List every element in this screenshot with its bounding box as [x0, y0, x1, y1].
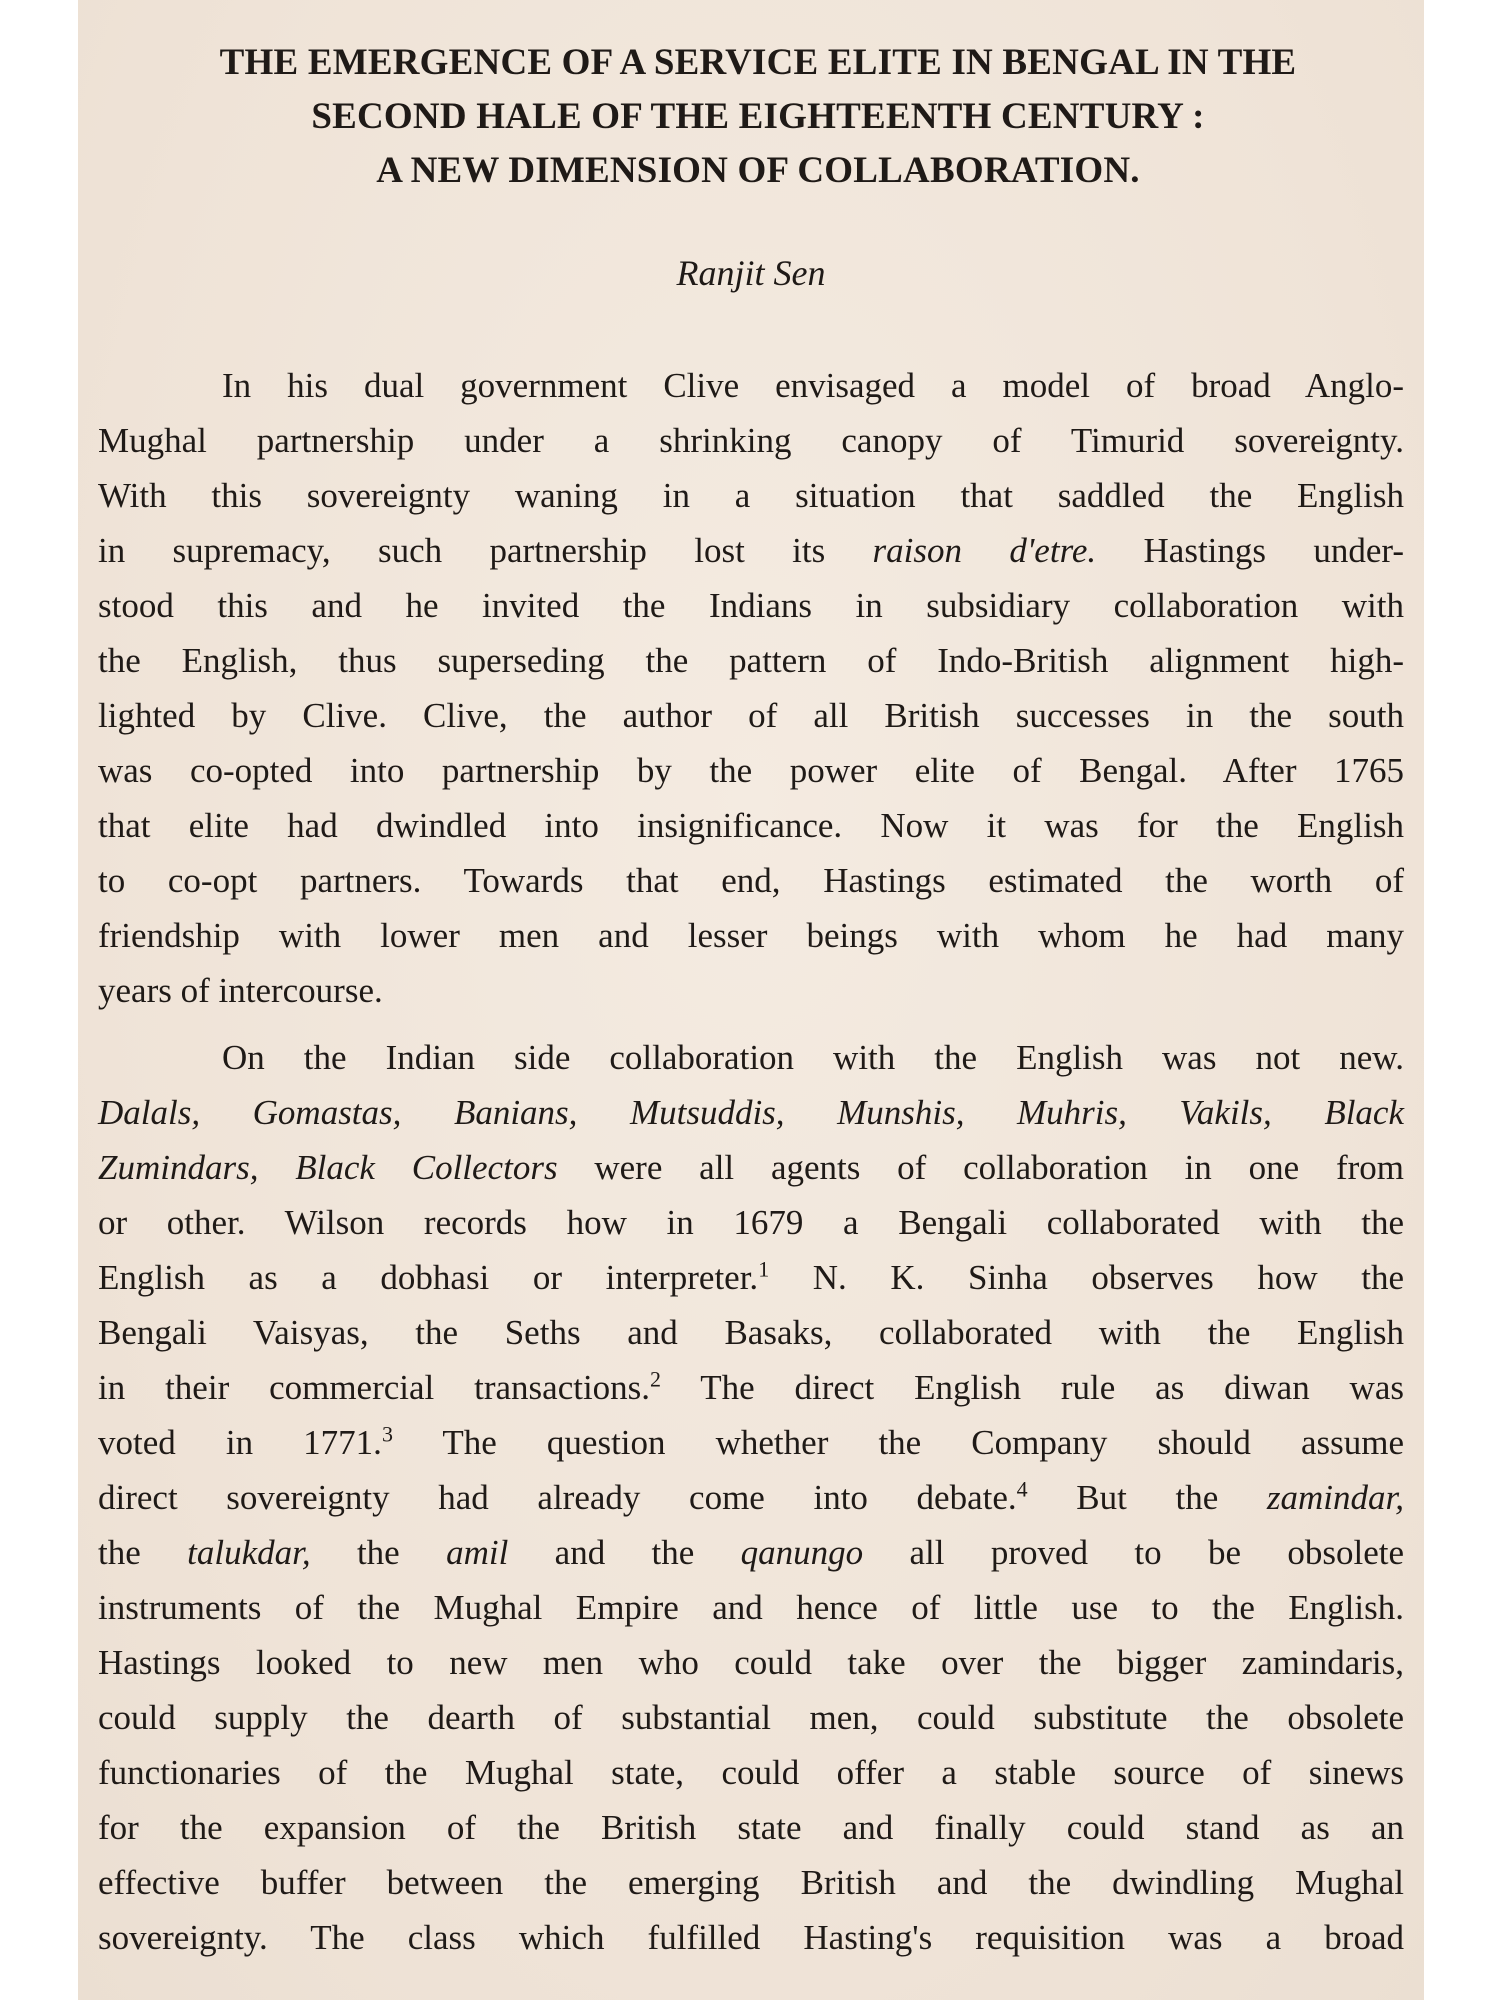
scanned-page — [78, 0, 1424, 2000]
text-line: instruments of the Mughal Empire and hence of little use to the English. — [98, 1588, 1404, 1627]
italic-term: Zumindars, Black Collectors — [98, 1148, 558, 1187]
text-line: Hastings looked to new men who could take over the bigger zamindaris, — [98, 1643, 1404, 1682]
italic-term: qanungo — [740, 1533, 864, 1572]
text-line: With this sovereignty waning in a situation that saddled the English — [98, 476, 1404, 515]
text-line: direct sovereignty had already come into debate.$^4$ But the zamindar, — [98, 1476, 1405, 1517]
text-line: In his dual government Clive envisaged a model of broad Anglo- — [222, 366, 1404, 405]
article-body — [98, 358, 1424, 1965]
footnote-marker: 4 — [1016, 1476, 1028, 1502]
text-line: effective buffer between the emerging British and the dwindling Mughal — [98, 1863, 1404, 1902]
text-line: to co-opt partners. Towards that end, Hastings estimated the worth of — [98, 861, 1404, 900]
text-line: in their commercial transactions.$^2$ The direct English rule as diwan was — [98, 1366, 1404, 1407]
text-line: could supply the dearth of substantial men, could substitute the obsolete — [98, 1698, 1404, 1737]
text-line: friendship with lower men and lesser beings with whom he had many — [98, 916, 1404, 955]
text-line: Bengali Vaisyas, the Seths and Basaks, collaborated with the English — [98, 1313, 1404, 1352]
text-line: sovereignty. The class which fulfilled Hasting's requisition was a broad — [98, 1918, 1404, 1957]
italic-term: zamindar, — [1266, 1478, 1405, 1517]
footnote-marker: 1 — [758, 1256, 770, 1282]
text-line: English as a dobhasi or interpreter.$^1$ N. K. Sinha observes how the — [98, 1256, 1405, 1297]
text-line: On the Indian side collaboration with the English was not new. — [222, 1038, 1404, 1077]
text-line: or other. Wilson records how in 1679 a Bengali collaborated with the — [98, 1203, 1404, 1242]
author-name: Ranjit Sen — [676, 253, 826, 293]
title-line: THE EMERGENCE OF A SERVICE ELITE IN BENGAL IN THE — [219, 42, 1297, 83]
footnote-marker: 2 — [650, 1366, 662, 1392]
text-line: functionaries of the Mughal state, could offer a stable source of sinews — [98, 1753, 1404, 1792]
paragraph-2 — [98, 1030, 1424, 1965]
text-line: stood this and he invited the Indians in subsidiary collaboration with — [98, 586, 1404, 625]
paragraph-gap — [98, 1018, 1424, 1030]
italic-term: talukdar, — [187, 1533, 311, 1572]
title-line: SECOND HALE OF THE EIGHTEENTH CENTURY : — [311, 96, 1205, 137]
italic-term: amil — [446, 1533, 509, 1572]
text-line: Dalals, Gomastas, Banians, Mutsuddis, Munshis, Muhris, Vakils, Black — [98, 1093, 1404, 1132]
text-line: was co-opted into partnership by the power elite of Bengal. After 1765 — [98, 751, 1404, 790]
text-line: that elite had dwindled into insignificance. Now it was for the English — [98, 806, 1404, 845]
text-line: voted in 1771.$^3$ The question whether the Company should assume — [98, 1421, 1404, 1462]
text-line: for the expansion of the British state and finally could stand as an — [98, 1808, 1404, 1847]
text-line: the talukdar, the amil and the qanungo all proved to be obsolete — [98, 1533, 1405, 1572]
text-line: in supremacy, such partnership lost its raison d'etre. Hastings under- — [98, 531, 1404, 570]
title-line: A NEW DIMENSION OF COLLABORATION. — [376, 150, 1140, 191]
article-title — [108, 36, 1408, 198]
text-line: Zumindars, Black Collectors were all agents of collaboration in one from — [98, 1148, 1404, 1187]
text-line: Mughal partnership under a shrinking canopy of Timurid sovereignty. — [98, 421, 1404, 460]
text-line: lighted by Clive. Clive, the author of all British successes in the south — [98, 696, 1404, 735]
italic-term: raison d'etre. — [872, 531, 1097, 570]
text-line: the English, thus superseding the pattern of Indo-British alignment high- — [98, 641, 1404, 680]
text-line: years of intercourse. — [98, 971, 383, 1010]
paragraph-1 — [98, 358, 1424, 1018]
footnote-marker: 3 — [381, 1421, 393, 1447]
